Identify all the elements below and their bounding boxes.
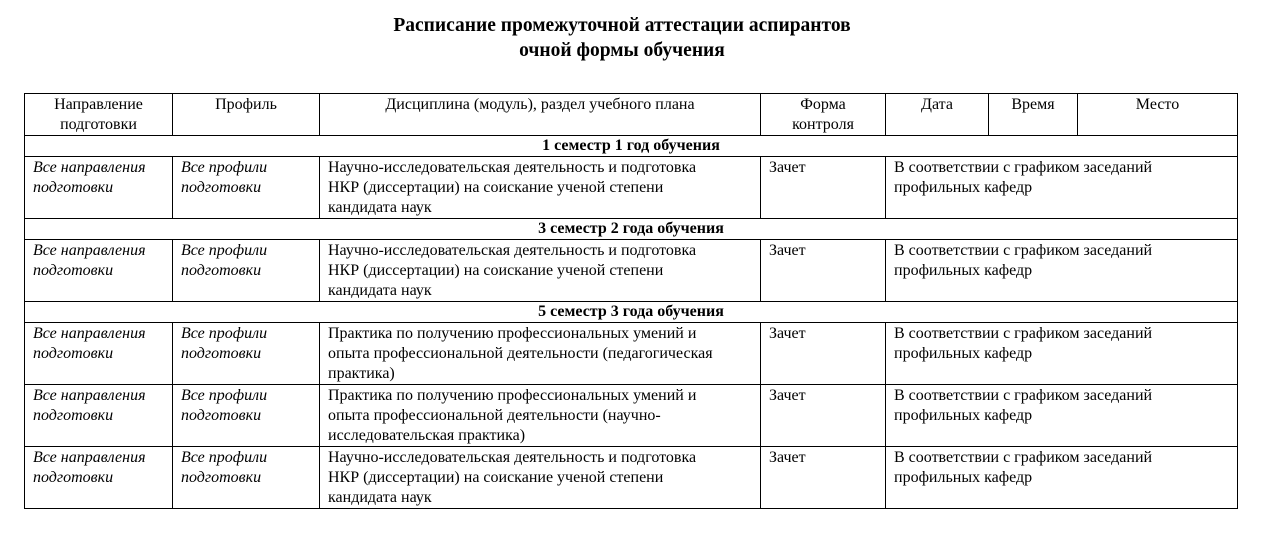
cell-discipline-line: опыта профессиональной деятельности (педагогическая	[328, 345, 713, 362]
cell-schedule-line: профильных кафедр	[894, 262, 1033, 279]
cell-schedule-line: профильных кафедр	[894, 407, 1033, 424]
cell-profile	[173, 323, 320, 385]
cell-discipline-line: НКР (диссертации) на соискание ученой степени	[328, 262, 664, 279]
semester-heading-row	[25, 219, 1238, 240]
semester-heading-text: 3 семестр 2 года обучения	[538, 220, 724, 237]
cell-direction	[25, 240, 173, 302]
table-body	[25, 136, 1238, 509]
cell-discipline	[320, 240, 761, 302]
cell-direction	[25, 447, 173, 509]
cell-discipline-line: Научно-исследовательская деятельность и подготовка	[328, 159, 697, 176]
cell-discipline-line: опыта профессиональной деятельности (научно-	[328, 407, 661, 424]
cell-schedule	[886, 385, 1238, 447]
cell-profile-line: подготовки	[181, 469, 262, 486]
cell-direction-line: Все направления	[33, 449, 146, 466]
title-line-2: очной формы обучения	[519, 40, 725, 61]
cell-direction	[25, 323, 173, 385]
column-header-place: Место	[1078, 94, 1238, 136]
cell-discipline-line: Практика по получению профессиональных умений и	[328, 387, 697, 404]
cell-direction-line: подготовки	[33, 469, 114, 486]
table-row	[25, 157, 1238, 219]
cell-profile-line: подготовки	[181, 345, 262, 362]
cell-schedule-line: В соответствии с графиком заседаний	[894, 159, 1153, 176]
cell-profile-line: Все профили	[181, 159, 268, 176]
semester-heading	[25, 136, 1238, 157]
cell-direction	[25, 385, 173, 447]
cell-profile-line: подготовки	[181, 179, 262, 196]
cell-discipline	[320, 323, 761, 385]
cell-discipline-line: исследовательская практика)	[328, 427, 526, 444]
table-row	[25, 240, 1238, 302]
cell-profile-line: подготовки	[181, 262, 262, 279]
cell-profile	[173, 447, 320, 509]
semester-heading	[25, 302, 1238, 323]
attestation-schedule-table	[24, 93, 1238, 509]
cell-schedule-line: профильных кафедр	[894, 179, 1033, 196]
column-header-form: Форма контроля	[761, 94, 886, 136]
table-header-row	[25, 94, 1238, 136]
column-header-date: Дата	[886, 94, 989, 136]
cell-profile	[173, 157, 320, 219]
cell-schedule	[886, 157, 1238, 219]
cell-discipline-line: кандидата наук	[328, 282, 432, 299]
cell-discipline-line: Практика по получению профессиональных умений и	[328, 325, 697, 342]
cell-schedule	[886, 447, 1238, 509]
cell-form: Зачет	[761, 157, 886, 219]
cell-schedule	[886, 323, 1238, 385]
cell-profile-line: подготовки	[181, 407, 262, 424]
cell-direction-line: подготовки	[33, 262, 114, 279]
cell-form: Зачет	[761, 323, 886, 385]
cell-profile	[173, 385, 320, 447]
cell-discipline	[320, 385, 761, 447]
cell-form: Зачет	[761, 240, 886, 302]
cell-profile-line: Все профили	[181, 325, 268, 342]
title-line-1: Расписание промежуточной аттестации аспирантов	[393, 15, 851, 36]
table-row	[25, 385, 1238, 447]
cell-schedule-line: В соответствии с графиком заседаний	[894, 325, 1153, 342]
column-header-time: Время	[989, 94, 1078, 136]
cell-discipline-line: НКР (диссертации) на соискание ученой степени	[328, 179, 664, 196]
cell-schedule-line: В соответствии с графиком заседаний	[894, 449, 1153, 466]
cell-profile-line: Все профили	[181, 387, 268, 404]
cell-profile	[173, 240, 320, 302]
cell-direction-line: Все направления	[33, 325, 146, 342]
cell-discipline-line: кандидата наук	[328, 199, 432, 216]
cell-direction-line: подготовки	[33, 179, 114, 196]
semester-heading-text: 1 семестр 1 год обучения	[542, 137, 720, 154]
cell-direction-line: Все направления	[33, 159, 146, 176]
cell-schedule-line: профильных кафедр	[894, 469, 1033, 486]
column-header-discipline: Дисциплина (модуль), раздел учебного плана	[320, 94, 761, 136]
cell-discipline	[320, 157, 761, 219]
cell-direction-line: Все направления	[33, 387, 146, 404]
cell-discipline-line: НКР (диссертации) на соискание ученой степени	[328, 469, 664, 486]
cell-discipline	[320, 447, 761, 509]
document-title	[0, 13, 1244, 63]
table-row	[25, 447, 1238, 509]
semester-heading	[25, 219, 1238, 240]
semester-heading-row	[25, 136, 1238, 157]
cell-discipline-line: Научно-исследовательская деятельность и подготовка	[328, 242, 697, 259]
cell-discipline-line: Научно-исследовательская деятельность и подготовка	[328, 449, 697, 466]
cell-schedule	[886, 240, 1238, 302]
table-row	[25, 323, 1238, 385]
cell-profile-line: Все профили	[181, 449, 268, 466]
cell-profile-line: Все профили	[181, 242, 268, 259]
cell-schedule-line: профильных кафедр	[894, 345, 1033, 362]
semester-heading-row	[25, 302, 1238, 323]
column-header-profile: Профиль	[173, 94, 320, 136]
cell-form: Зачет	[761, 447, 886, 509]
cell-schedule-line: В соответствии с графиком заседаний	[894, 242, 1153, 259]
cell-discipline-line: кандидата наук	[328, 489, 432, 506]
cell-schedule-line: В соответствии с графиком заседаний	[894, 387, 1153, 404]
cell-direction	[25, 157, 173, 219]
cell-direction-line: Все направления	[33, 242, 146, 259]
cell-form: Зачет	[761, 385, 886, 447]
semester-heading-text: 5 семестр 3 года обучения	[538, 303, 724, 320]
cell-discipline-line: практика)	[328, 365, 395, 382]
cell-direction-line: подготовки	[33, 407, 114, 424]
cell-direction-line: подготовки	[33, 345, 114, 362]
column-header-direction: Направление подготовки	[25, 94, 173, 136]
